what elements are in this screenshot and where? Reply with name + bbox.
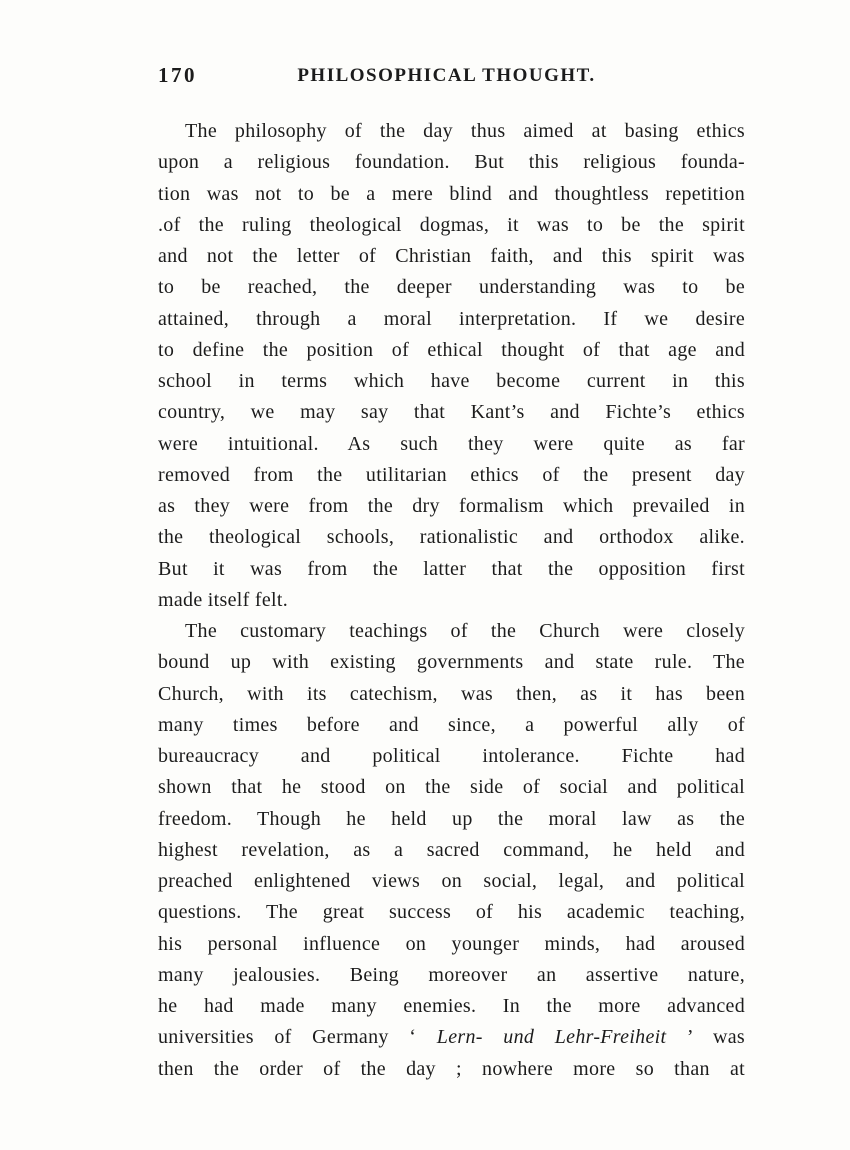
text-line: Church, with its catechism, was then, as it has been (158, 682, 745, 705)
text-line: bureaucracy and political intolerance. Fichte had (158, 745, 745, 767)
text-line: The philosophy of the day thus aimed at basing ethics (185, 120, 745, 142)
text-line: freedom. Though he held up the moral law as the (158, 807, 745, 830)
text-line: made itself felt. (158, 588, 289, 611)
text-line: tion was not to be a mere blind and thoughtless repetition (158, 182, 745, 205)
text-line: removed from the utilitarian ethics of the present day (158, 463, 745, 486)
text-segment: universities of Germany ‘ (158, 1026, 437, 1049)
text-line: The customary teachings of the Church were closely (185, 620, 745, 642)
text-line: the theological schools, rationalistic and orthodox alike. (158, 526, 745, 549)
text-line: he had made many enemies. In the more advanced (158, 995, 745, 1017)
paragraph (158, 616, 745, 1085)
italic-phrase: Lern- und Lehr-Freiheit (436, 1026, 667, 1049)
text-line: upon a religious foundation. But this religious founda- (158, 151, 745, 174)
text-line: school in terms which have become current in this (158, 370, 745, 392)
text-line: But it was from the latter that the opposition first (158, 557, 745, 580)
text-line: .of the ruling theological dogmas, it was to be the spirit (158, 213, 745, 236)
text-line (158, 1022, 745, 1053)
text-line: as they were from the dry formalism which prevailed in (158, 495, 745, 517)
text-line: shown that he stood on the side of social and political (158, 776, 745, 799)
page-header (158, 63, 745, 91)
running-title: PHILOSOPHICAL THOUGHT. (297, 65, 596, 86)
text-line: many jealousies. Being moreover an assertive nature, (158, 963, 745, 986)
text-line: to be reached, the deeper understanding was to be (158, 276, 745, 299)
text-line: attained, through a moral interpretation. If we desire (158, 307, 745, 330)
text-line: then the order of the day ; nowhere more so than at (158, 1057, 745, 1080)
paragraph (158, 116, 745, 616)
text-segment: ’ was (666, 1026, 745, 1049)
text-line: bound up with existing governments and state rule. The (158, 651, 745, 674)
text-line: his personal influence on younger minds, had aroused (158, 932, 745, 955)
text-line: highest revelation, as a sacred command, he held and (158, 838, 745, 861)
text-line: and not the letter of Christian faith, and this spirit was (158, 245, 745, 267)
text-line: many times before and since, a powerful ally of (158, 713, 745, 736)
text-line: preached enlightened views on social, legal, and political (158, 870, 745, 892)
page-body (158, 116, 745, 1085)
text-line: country, we may say that Kant’s and Fichte’s ethics (158, 401, 745, 424)
page-number: 170 (158, 63, 197, 87)
text-line: to define the position of ethical thought of that age and (158, 338, 745, 361)
text-line: questions. The great success of his academic teaching, (158, 901, 745, 924)
text-line: were intuitional. As such they were quite as far (158, 432, 745, 455)
